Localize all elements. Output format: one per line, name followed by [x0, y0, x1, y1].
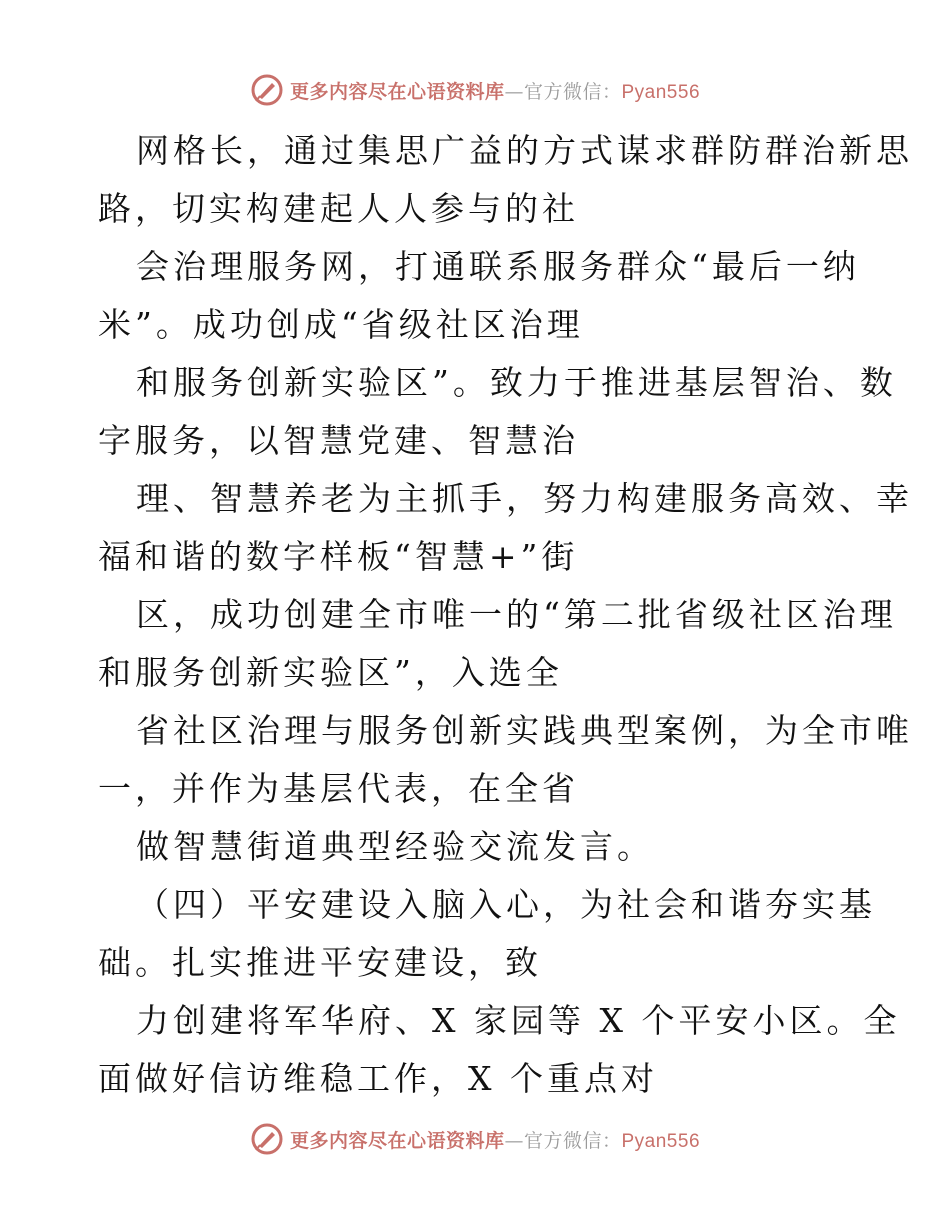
- document-body: [98, 122, 913, 1108]
- text-line: （四）平安建设入脑入心，为社会和谐夯实基: [136, 885, 876, 924]
- watermark-text: [290, 77, 700, 104]
- header-watermark: [0, 72, 950, 108]
- text-line: 力创建将军华府、X 家园等 X 个平安小区。全: [136, 1001, 901, 1040]
- watermark-label: 官方微信：: [523, 80, 622, 103]
- text-line: 路，切实构建起人人参与的社: [98, 189, 579, 228]
- watermark-label: 官方微信：: [523, 1129, 622, 1152]
- watermark-text: [290, 1126, 700, 1153]
- text-line: 一，并作为基层代表，在全省: [98, 769, 579, 808]
- watermark-dash: —: [504, 80, 524, 103]
- watermark-id: Pyan556: [621, 81, 701, 103]
- watermark-main: 更多内容尽在心语资料库: [289, 1129, 505, 1152]
- watermark-main: 更多内容尽在心语资料库: [289, 80, 505, 103]
- quill-logo-icon: [250, 1122, 284, 1156]
- text-line: 区，成功创建全市唯一的“第二批省级社区治理: [136, 595, 897, 634]
- text-line: 做智慧街道典型经验交流发言。: [136, 827, 654, 866]
- watermark-id: Pyan556: [621, 1130, 701, 1152]
- text-line: 福和谐的数字样板“智慧+”街: [98, 537, 579, 576]
- text-line: 和服务创新实验区”，入选全: [98, 653, 563, 692]
- text-line: 会治理服务网，打通联系服务群众“最后一纳: [136, 247, 860, 286]
- text-line: 础。扎实推进平安建设，致: [98, 943, 542, 982]
- text-line: 面做好信访维稳工作，X 个重点对: [98, 1059, 658, 1098]
- text-line: 字服务，以智慧党建、智慧治: [98, 421, 579, 460]
- text-line: 网格长，通过集思广益的方式谋求群防群治新思: [136, 131, 913, 170]
- watermark-dash: —: [504, 1129, 524, 1152]
- text-line: 米”。成功创成“省级社区治理: [98, 305, 584, 344]
- text-line: 省社区治理与服务创新实践典型案例，为全市唯: [136, 711, 913, 750]
- text-line: 理、智慧养老为主抓手，努力构建服务高效、幸: [136, 479, 913, 518]
- footer-watermark: [0, 1121, 950, 1157]
- quill-logo-icon: [250, 73, 284, 107]
- text-line: 和服务创新实验区”。致力于推进基层智治、数: [136, 363, 897, 402]
